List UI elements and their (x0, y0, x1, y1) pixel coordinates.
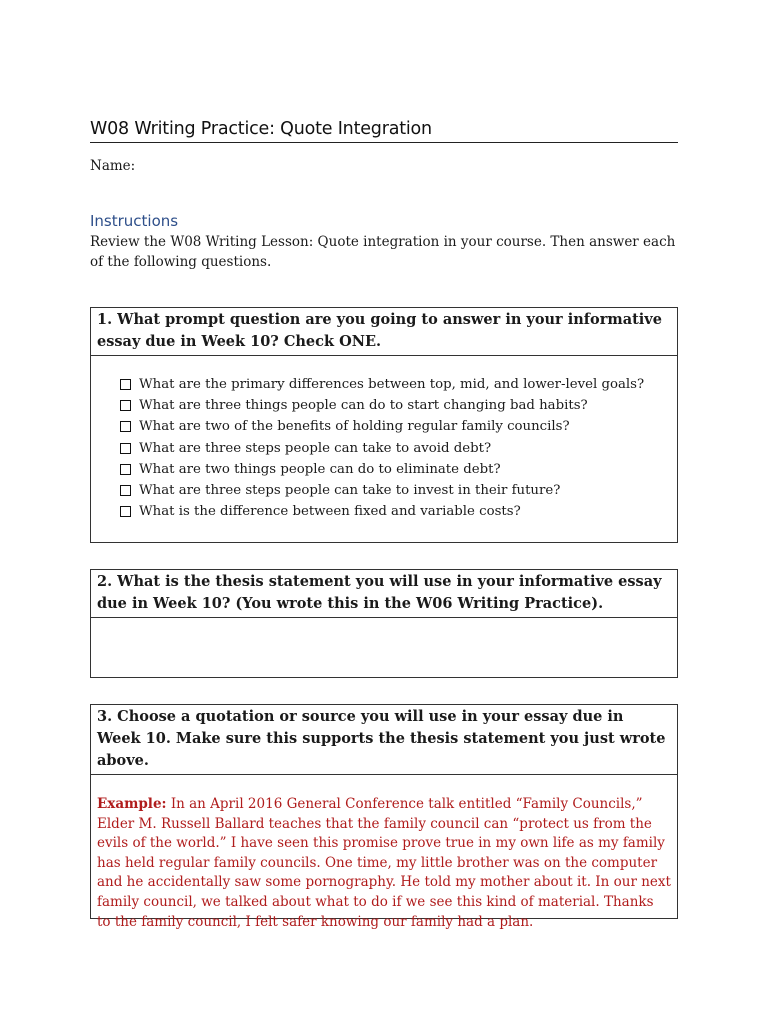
question-2-prompt: 2. What is the thesis statement you will use in your informative essay due in Week 10? (You wrote this in the W06 Writing Practice). (91, 570, 677, 618)
prompt-option[interactable] (120, 416, 644, 437)
prompt-option-label: What are two things people can do to eliminate debt? (139, 461, 501, 477)
instructions-text: Review the W08 Writing Lesson: Quote integration in your course. Then answer each of the following questions. (90, 234, 676, 270)
prompt-options-list (120, 374, 644, 522)
checkbox-icon[interactable] (120, 421, 131, 432)
question-3-box (90, 704, 678, 930)
checkbox-icon[interactable] (120, 443, 131, 454)
thesis-answer-area[interactable] (91, 618, 677, 676)
checkbox-icon[interactable] (120, 464, 131, 475)
prompt-option-label: What are three things people can do to start changing bad habits? (139, 398, 588, 414)
prompt-option-label: What are the primary differences between top, mid, and lower-level goals? (139, 377, 645, 393)
prompt-option[interactable] (120, 480, 644, 501)
prompt-option[interactable] (120, 374, 644, 395)
prompt-option[interactable] (120, 395, 644, 416)
question-1-prompt: 1. What prompt question are you going to answer in your informative essay due in Week 10? Check ONE. (91, 308, 677, 356)
page-title: W08 Writing Practice: Quote Integration (90, 119, 678, 143)
prompt-option-label: What are three steps people can take to invest in their future? (139, 483, 561, 499)
prompt-option[interactable] (120, 501, 644, 522)
prompt-option-label: What are two of the benefits of holding regular family councils? (139, 419, 570, 435)
name-field-label: Name: (90, 158, 136, 174)
question-3-prompt: 3. Choose a quotation or source you will use in your essay due in Week 10. Make sure this supports the thesis statement you just wrote above. (91, 705, 677, 775)
checkbox-icon[interactable] (120, 485, 131, 496)
instructions-heading: Instructions (90, 212, 179, 230)
checkbox-icon[interactable] (120, 506, 131, 517)
question-2-box (90, 569, 678, 678)
example-text: In an April 2016 General Conference talk entitled “Family Councils,” Elder M. Russell Ballard teaches that the family council can “protect us from the evils of the world.” I have seen this promise prove true in my own life as my family has held regular family councils. One time, my little brother was on the computer and he accidentally saw some pornography. He told my mother about it. In our next family council, we talked about what to do if we see this kind of material. Thanks to the family council, I felt safer knowing our family had a plan. (97, 796, 671, 930)
prompt-option[interactable] (120, 438, 644, 459)
example-answer (91, 775, 677, 932)
question-1-box (90, 307, 678, 543)
checkbox-icon[interactable] (120, 379, 131, 390)
prompt-option-label: What are three steps people can take to avoid debt? (139, 440, 492, 456)
checkbox-icon[interactable] (120, 400, 131, 411)
prompt-option[interactable] (120, 459, 644, 480)
prompt-option-label: What is the difference between fixed and variable costs? (139, 504, 521, 520)
example-label: Example: (97, 796, 167, 812)
